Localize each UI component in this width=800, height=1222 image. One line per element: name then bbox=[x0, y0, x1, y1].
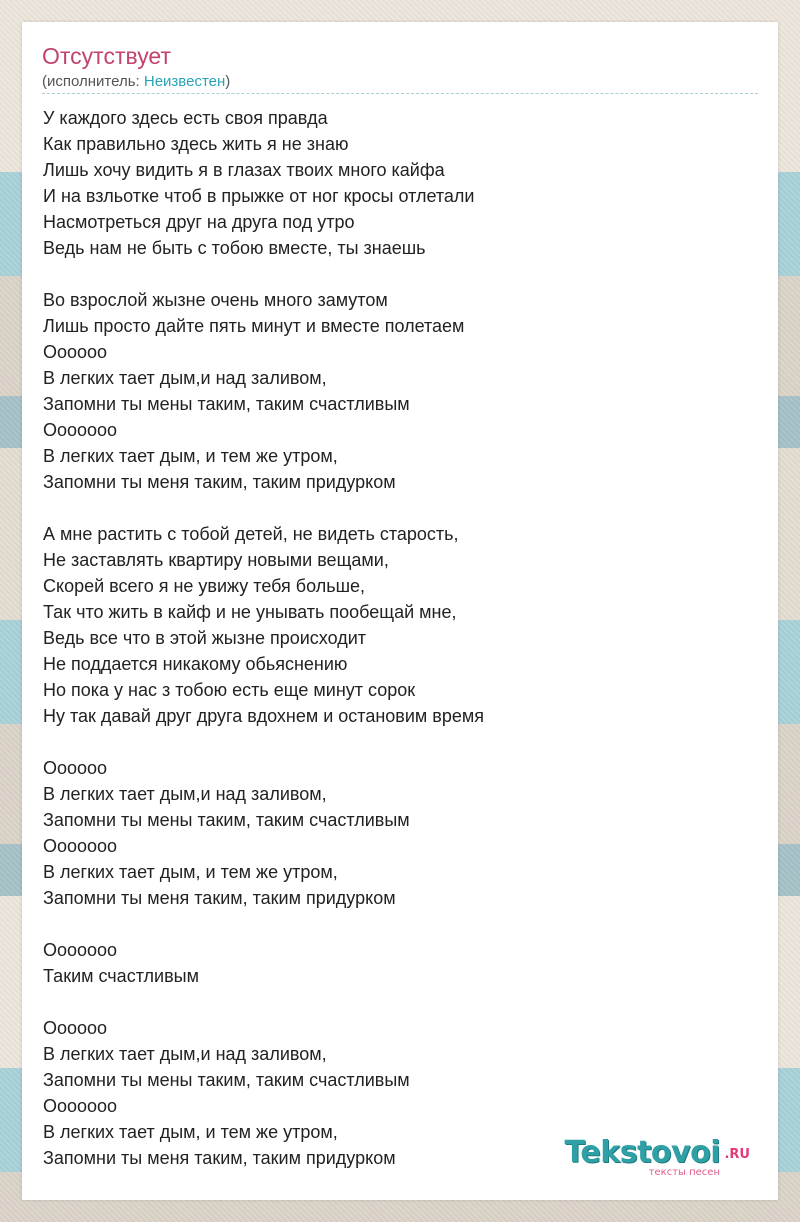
title-divider bbox=[42, 93, 758, 94]
lyric-line: Ведь все что в этой жызне происходит bbox=[43, 628, 366, 648]
lyric-line: Ведь нам не быть с тобою вместе, ты знаешь bbox=[43, 238, 426, 258]
lyric-line bbox=[43, 261, 484, 287]
artist-suffix: ) bbox=[225, 73, 231, 90]
lyrics-card bbox=[22, 22, 778, 1200]
lyrics-text bbox=[43, 105, 484, 1171]
lyric-line: У каждого здесь есть своя правда bbox=[43, 108, 328, 128]
logo-tagline: тексты песен bbox=[648, 1167, 720, 1178]
lyric-line: Ну так давай друг друга вдохнем и остановим время bbox=[43, 706, 485, 726]
lyric-line: Запомни ты меня таким, таким придурком bbox=[43, 472, 396, 492]
lyric-line: А мне растить с тобой детей, не видеть старость, bbox=[43, 524, 459, 544]
lyric-line: Ооооооо bbox=[43, 940, 118, 960]
site-logo[interactable] bbox=[540, 1136, 750, 1182]
lyric-line: Лишь хочу видить я в глазах твоих много кайфа bbox=[43, 160, 445, 180]
lyric-line: Ооооооо bbox=[43, 420, 118, 440]
lyric-line: Запомни ты мены таким, таким счастливым bbox=[43, 1070, 410, 1090]
logo-domain: .RU bbox=[724, 1147, 750, 1162]
lyric-line: Не заставлять квартиру новыми вещами, bbox=[43, 550, 389, 570]
lyric-line: Скорей всего я не увижу тебя больше, bbox=[43, 576, 366, 596]
lyric-line: В легких тает дым, и тем же утром, bbox=[43, 862, 338, 882]
lyric-line: Оооооо bbox=[43, 342, 108, 362]
lyric-line: В легких тает дым, и тем же утром, bbox=[43, 446, 338, 466]
lyric-line: Ооооооо bbox=[43, 836, 118, 856]
lyric-line: Ооооооо bbox=[43, 1096, 118, 1116]
lyric-line bbox=[43, 989, 484, 1015]
lyric-line: В легких тает дым,и над заливом, bbox=[43, 784, 327, 804]
artist-line bbox=[42, 72, 230, 92]
lyric-line: В легких тает дым,и над заливом, bbox=[43, 368, 327, 388]
lyric-line: Во взрослой жызне очень много замутом bbox=[43, 290, 388, 310]
lyric-line: Так что жить в кайф и не унывать пообещай мне, bbox=[43, 602, 457, 622]
lyric-line: Лишь просто дайте пять минут и вместе полетаем bbox=[43, 316, 465, 336]
lyric-line: Но пока у нас з тобою есть еще минут сорок bbox=[43, 680, 416, 700]
lyric-line bbox=[43, 729, 484, 755]
artist-link[interactable]: Неизвестен bbox=[143, 73, 226, 90]
lyric-line: Оооооо bbox=[43, 1018, 108, 1038]
lyric-line: Таким счастливым bbox=[43, 966, 199, 986]
lyric-line: В легких тает дым, и тем же утром, bbox=[43, 1122, 338, 1142]
lyric-line bbox=[43, 495, 484, 521]
lyric-line: Как правильно здесь жить я не знаю bbox=[43, 134, 349, 154]
lyric-line: Не поддается никакому обьяснению bbox=[43, 654, 348, 674]
artist-prefix: (исполнитель: bbox=[42, 73, 144, 90]
lyric-line: Запомни ты меня таким, таким придурком bbox=[43, 1148, 396, 1168]
lyric-line bbox=[43, 911, 484, 937]
lyric-line: Запомни ты меня таким, таким придурком bbox=[43, 888, 396, 908]
lyric-line: Оооооо bbox=[43, 758, 108, 778]
lyric-line: Запомни ты мены таким, таким счастливым bbox=[43, 810, 410, 830]
lyric-line: Насмотреться друг на друга под утро bbox=[43, 212, 355, 232]
song-title: Отсутствует bbox=[42, 43, 171, 69]
lyric-line: В легких тает дым,и над заливом, bbox=[43, 1044, 327, 1064]
logo-wordmark: Tekstovoi bbox=[564, 1135, 720, 1170]
lyric-line: И на взльотке чтоб в прыжке от ног кросы отлетали bbox=[43, 186, 475, 206]
lyric-line: Запомни ты мены таким, таким счастливым bbox=[43, 394, 410, 414]
